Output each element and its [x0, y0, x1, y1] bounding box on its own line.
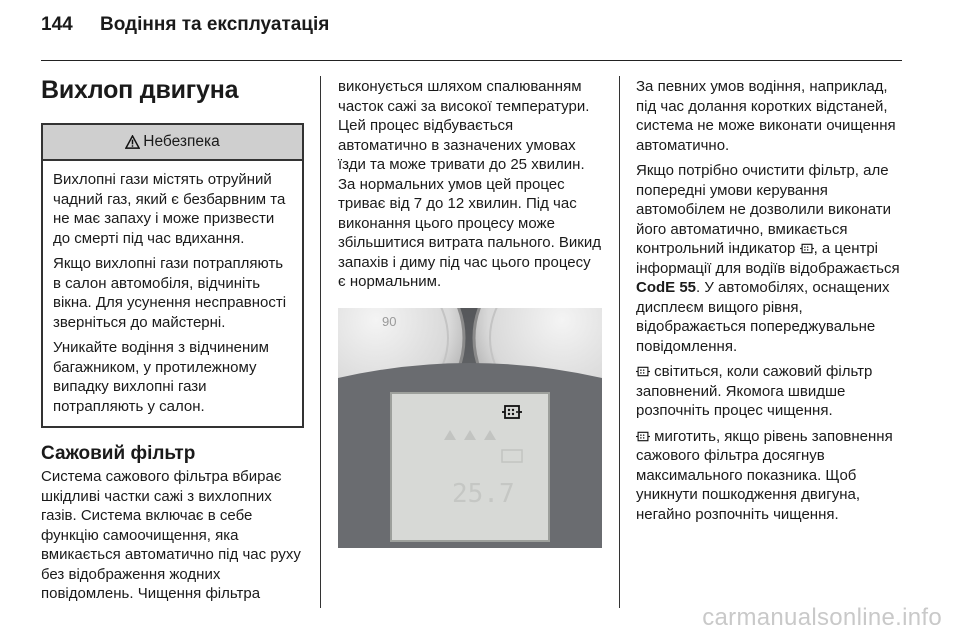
body-paragraph: [636, 362, 902, 421]
danger-paragraph: Уникайте водіння з відчиненим багажником, у протилежному випадку вихлопні гази потрапляють у салон.: [53, 339, 269, 415]
body-paragraph: За певних умов водіння, наприклад, під час долання коротких відстаней, система не може виконати очищення автоматично.: [636, 78, 896, 154]
column-divider: [619, 76, 620, 608]
text-span: . У автомобілях, оснащених дисплеєм вищого рівня, відображається попереджувальне повідомлення.: [636, 279, 890, 355]
display-temperature-digits: 25.7: [452, 478, 515, 509]
page-header: [41, 14, 329, 36]
instrument-cluster-image: [338, 308, 602, 548]
column-2: [338, 62, 602, 548]
danger-paragraph: Якщо вихлопні гази потрапляють в салон автомобіля, відчиніть вікна. Для усунення несправності зверніться до майстерні.: [53, 255, 287, 331]
text-span: світиться, коли сажовий фільтр заповнений. Якомога швидше розпочніть процес чищення.: [636, 363, 873, 419]
body-paragraph: [636, 427, 902, 525]
driver-info-display: [390, 392, 550, 542]
column-1: [41, 62, 304, 610]
text-span: , а центрі інформації для водіїв відображається: [636, 240, 900, 277]
warning-triangle-icon: [125, 135, 140, 149]
body-paragraph: виконується шляхом спалюванням часток сажі за високої температури. Цей процес відбувається автоматично в зазначених умовах їзди та може тривати до 25 хвилин. За нормальних умов цей процес триває від 7 до 12 хвилин. Під час виконання цього процесу може збільшитися витрата пального. Викид запахів і диму під час цього процесу є нормальним.: [338, 78, 601, 290]
diesel-particle-filter-icon: [636, 430, 650, 443]
section-title: Водіння та експлуатація: [99, 14, 330, 35]
diesel-particle-filter-icon: [800, 242, 814, 255]
body-paragraph: [636, 161, 902, 356]
column-divider: [320, 76, 321, 608]
page-number: 144: [41, 14, 73, 35]
error-code: CodE 55: [636, 279, 697, 296]
column-3: [636, 62, 902, 530]
subsection-heading: Сажовий фільтр: [41, 443, 196, 464]
watermark: carmanualsonline.info: [702, 604, 942, 631]
danger-box: [41, 123, 304, 428]
header-rule: [41, 60, 902, 61]
diesel-particle-filter-icon: [636, 365, 650, 378]
text-span: миготить, якщо рівень заповнення сажового фільтра досягнув максимального показника. Щоб уникнути пошкодження двигуна, негайно розпочніть чищення.: [636, 427, 893, 523]
text-span: Якщо потрібно очистити фільтр, але попередні умови керування автомобілем не дозволили виконати його автоматично, вмикається контрольний індикатор: [636, 162, 891, 257]
danger-box-body: [43, 161, 302, 426]
section-heading: Вихлоп двигуна: [41, 76, 239, 104]
body-paragraph: Система сажового фільтра вбирає шкідливі частки сажі з вихлопних газів. Система включає в себе функцію самоочищення, яка вмикається автоматично під час руху без відображення жодних повідомлень. Чищення фільтра: [41, 468, 301, 602]
diesel-particle-filter-icon: [502, 406, 522, 418]
danger-label: Небезпека: [143, 133, 220, 150]
danger-box-header: [43, 125, 302, 161]
danger-paragraph: Вихлопні гази містять отруйний чадний газ, який є безбарвним та не має запаху і може призвести до смерті під час вдихання.: [53, 171, 286, 247]
speedo-tick-label: 90: [382, 313, 397, 329]
